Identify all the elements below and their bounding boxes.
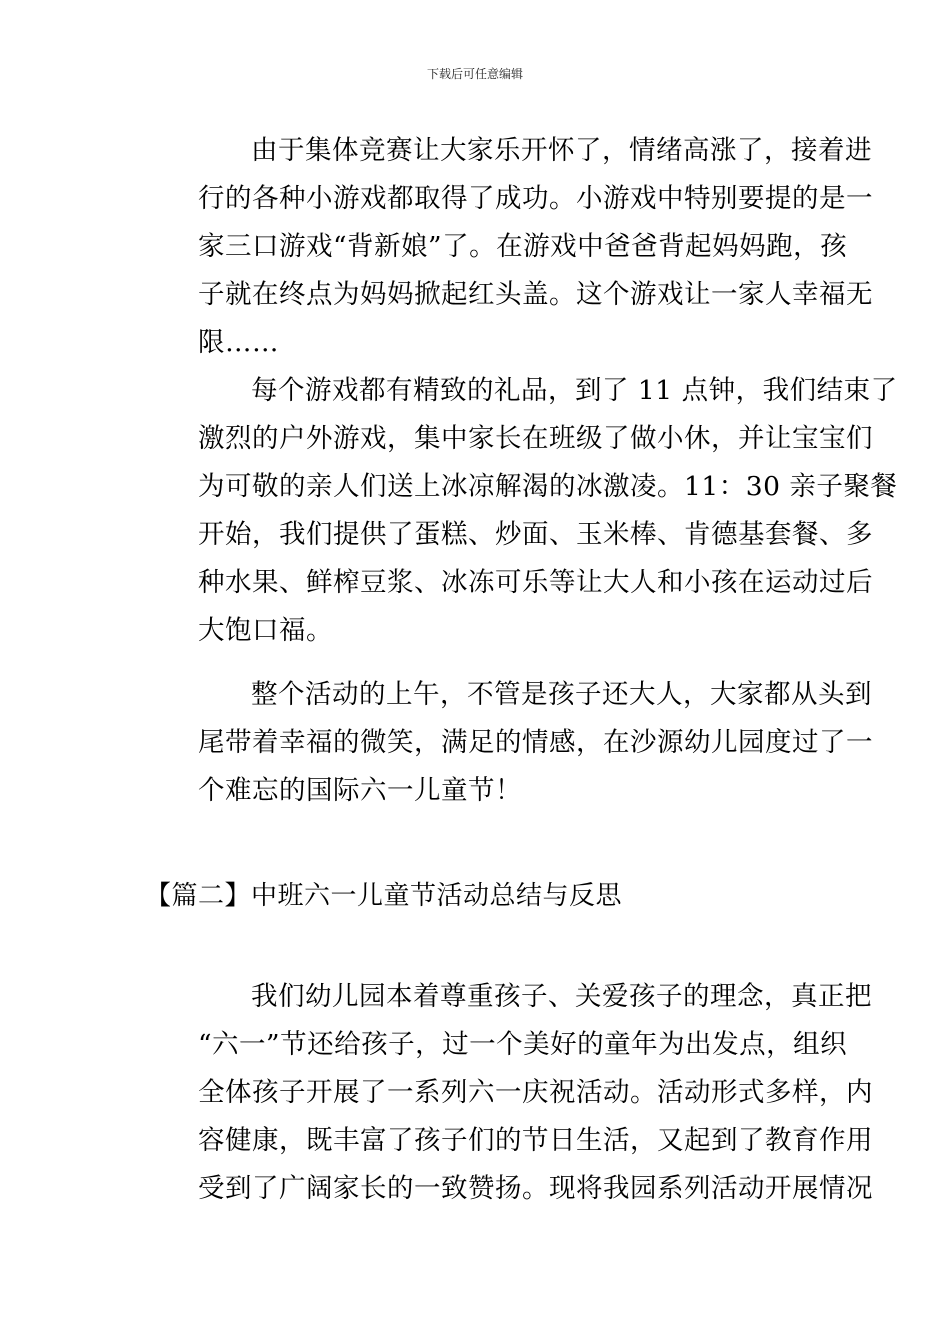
paragraph-1	[145, 127, 873, 367]
section-paragraph	[145, 973, 873, 1213]
paragraph-line: 整个活动的上午，不管是孩子还大人，大家都从头到	[251, 679, 872, 710]
section-title: 【篇二】中班六一儿童节活动总结与反思	[145, 881, 623, 911]
paragraph-line: 尾带着幸福的微笑，满足的情感，在沙源幼儿园度过了一	[198, 727, 873, 758]
paragraph-line: 开始，我们提供了蛋糕、炒面、玉米棒、肯德基套餐、多	[198, 519, 873, 550]
paragraph-line: 每个游戏都有精致的礼品，到了 11 点钟，我们结束了	[251, 375, 898, 406]
paragraph-line: 受到了广阔家长的一致赞扬。现将我园系列活动开展情况	[198, 1173, 873, 1204]
paragraph-line: 行的各种小游戏都取得了成功。小游戏中特别要提的是一	[198, 183, 873, 214]
paragraph-line: 限……	[198, 327, 279, 358]
paragraph-line: 为可敬的亲人们送上冰凉解渴的冰激凌。11：30 亲子聚餐	[198, 471, 898, 502]
paragraph-2	[145, 367, 898, 655]
paragraph-line: 个难忘的国际六一儿童节！	[198, 775, 522, 806]
page-header: 下载后可任意编辑	[426, 67, 523, 81]
paragraph-line: 大饱口福。	[198, 615, 333, 646]
paragraph-line: 容健康，既丰富了孩子们的节日生活，又起到了教育作用	[198, 1125, 873, 1156]
paragraph-line: 家三口游戏“背新娘”了。在游戏中爸爸背起妈妈跑，孩	[198, 231, 848, 262]
paragraph-3	[145, 671, 873, 815]
paragraph-line: 全体孩子开展了一系列六一庆祝活动。活动形式多样，内	[198, 1077, 873, 1108]
paragraph-line: 子就在终点为妈妈掀起红头盖。这个游戏让一家人幸福无	[198, 279, 873, 310]
paragraph-line: 种水果、鲜榨豆浆、冰冻可乐等让大人和小孩在运动过后	[198, 567, 873, 598]
paragraph-line: 激烈的户外游戏，集中家长在班级了做小休，并让宝宝们	[198, 423, 873, 454]
paragraph-line: 由于集体竞赛让大家乐开怀了，情绪高涨了，接着进	[251, 135, 872, 166]
paragraph-line: 我们幼儿园本着尊重孩子、关爱孩子的理念，真正把	[251, 981, 872, 1012]
paragraph-line: “六一”节还给孩子，过一个美好的童年为出发点，组织	[198, 1029, 848, 1060]
